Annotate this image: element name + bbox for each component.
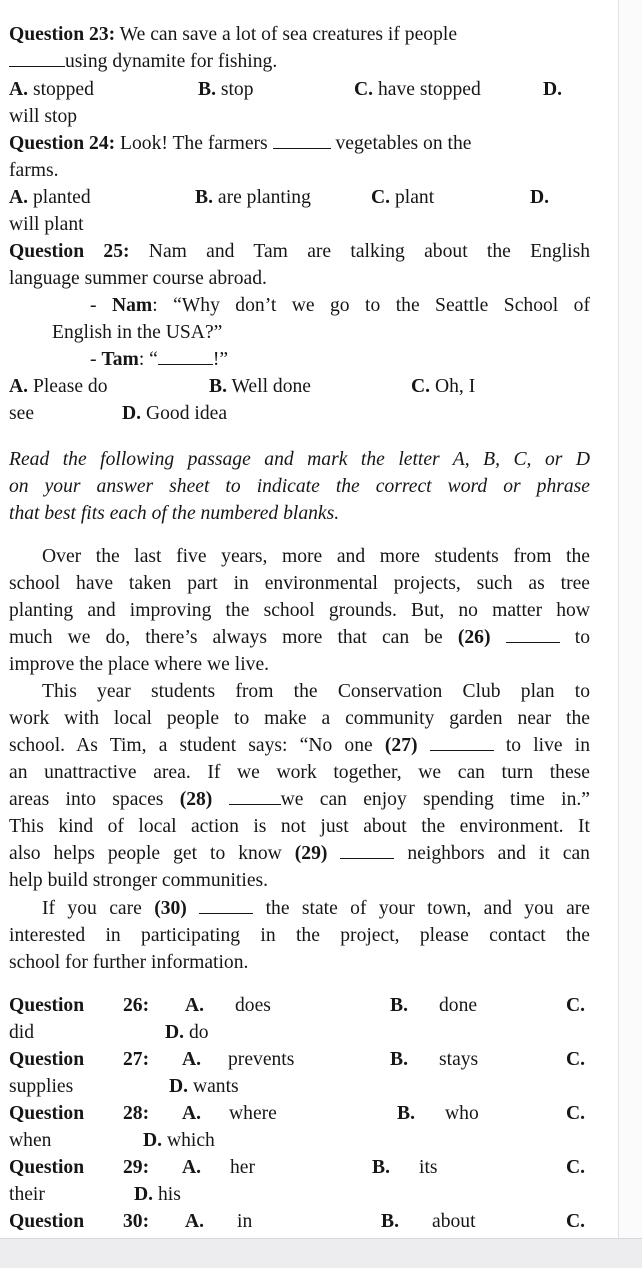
question-25-options: [9, 373, 590, 400]
question-28-row-cont: when D. which: [9, 1130, 215, 1151]
question-24-options: [9, 184, 590, 211]
option-d-label: D.: [543, 79, 563, 100]
passage-p2-line-1: This year students from the Conservation Club plan to: [42, 681, 590, 702]
question-29-row: Question 29: A. her B. its C.: [9, 1157, 586, 1178]
question-23-label: Question 23:: [9, 24, 116, 45]
page-edge: [618, 0, 642, 1238]
option-c-cont: see: [9, 403, 35, 424]
answer-blank: [199, 896, 253, 914]
question-23-stem: We can save a lot of sea creatures if people: [115, 24, 458, 45]
question-29-row-cont: their D. his: [9, 1184, 181, 1205]
bottom-margin: [0, 1238, 642, 1268]
passage-p2-line-4: an unattractive area. If we work together, we can turn these: [9, 762, 590, 783]
option-c: C. plant: [371, 187, 435, 208]
option-a: A. planted: [9, 187, 91, 208]
option-d: D. Good idea: [122, 403, 228, 424]
question-23-line-2: [9, 48, 590, 75]
option-d-label: D.: [530, 187, 550, 208]
question-25-label: Question 25:: [9, 241, 130, 262]
passage-p2-line-6: This kind of local action is not just about the environment. It: [9, 816, 590, 837]
instruction-line-1: Read the following passage and mark the letter A, B, C, or D: [9, 449, 590, 470]
passage-p2-line-2: work with local people to make a community garden near the: [9, 708, 590, 729]
answer-blank: [340, 841, 394, 859]
question-24-line-1: Question 24: Look! The farmers vegetables on the: [9, 133, 472, 154]
question-26-row-cont: did D. do: [9, 1022, 209, 1043]
speaker-tam: Tam: [101, 349, 139, 370]
passage-p1-line-4: much we do, there’s always more that can be (26) to: [9, 627, 590, 648]
answer-blank: [273, 131, 331, 149]
question-23-options: [9, 76, 590, 103]
dialogue-nam-line-2: English in the USA?”: [52, 322, 223, 343]
answer-blank: [9, 49, 65, 67]
passage-p2-line-5: areas into spaces (28) we can enjoy spending time in.”: [9, 789, 590, 810]
question-25-line-1: Question 25: Nam and Tam are talking about the English: [9, 241, 590, 262]
question-27-row: Question 27: A. prevents B. stays C.: [9, 1049, 586, 1070]
blank-number-28: (28): [179, 789, 213, 810]
passage-p2-line-8: help build stronger communities.: [9, 870, 269, 891]
question-23-line-1: [9, 21, 590, 48]
passage-p1-line-5: improve the place where we live.: [9, 654, 270, 675]
passage-p1-line-2: school have taken part in environmental projects, such as tree: [9, 573, 590, 594]
blank-number-30: (30): [154, 898, 187, 919]
option-a: A. Please do: [9, 376, 108, 397]
blank-number-29: (29): [294, 843, 328, 864]
dialogue-nam-line-1: - Nam: “Why don’t we go to the Seattle School of: [90, 295, 590, 316]
question-28-row: Question 28: A. where B. who C.: [9, 1103, 586, 1124]
question-24-label: Question 24:: [9, 133, 116, 154]
option-b: B. Well done: [209, 376, 312, 397]
answer-blank: [229, 787, 281, 805]
option-b: B. are planting: [195, 187, 311, 208]
passage-p2-line-7: also helps people get to know (29) neighbors and it can: [9, 843, 590, 864]
passage-p3-line-3: school for further information.: [9, 952, 249, 973]
question-23-option-d: will stop: [9, 106, 78, 127]
answer-blank: [430, 733, 494, 751]
passage-p3-line-1: If you care (30) the state of your town, and you are: [42, 898, 590, 919]
passage-p2-line-3: school. As Tim, a student says: “No one (27) to live in: [9, 735, 590, 756]
question-25-options-cont: [9, 400, 590, 427]
speaker-nam: Nam: [111, 295, 153, 316]
blank-number-27: (27): [384, 735, 418, 756]
option-c: C. Oh, I: [411, 376, 476, 397]
question-30-row: Question 30: A. in B. about C.: [9, 1211, 586, 1232]
answer-blank: [158, 347, 213, 365]
instruction-line-2: on your answer sheet to indicate the correct word or phrase: [9, 476, 590, 497]
dialogue-tam: - Tam: “ !”: [90, 349, 229, 370]
instruction-line-3: that best fits each of the numbered blanks.: [9, 503, 340, 524]
passage-p3-line-2: interested in participating in the project, please contact the: [9, 925, 590, 946]
option-c: C. have stopped: [354, 79, 481, 100]
question-25-line-2: language summer course abroad.: [9, 268, 267, 289]
blank-number-26: (26): [457, 627, 491, 648]
passage-p1-line-1: Over the last five years, more and more students from the: [42, 546, 590, 567]
option-b: B. stop: [198, 79, 254, 100]
passage-p1-line-3: planting and improving the school grounds. But, no matter how: [9, 600, 590, 621]
question-24-option-d: will plant: [9, 214, 84, 235]
question-23-stem-cont: using dynamite for fishing.: [65, 51, 278, 72]
question-24-line-2: farms.: [9, 160, 59, 181]
option-a: A. stopped: [9, 79, 94, 100]
answer-blank: [506, 625, 560, 643]
question-27-row-cont: supplies D. wants: [9, 1076, 239, 1097]
question-26-row: Question 26: A. does B. done C.: [9, 995, 586, 1016]
